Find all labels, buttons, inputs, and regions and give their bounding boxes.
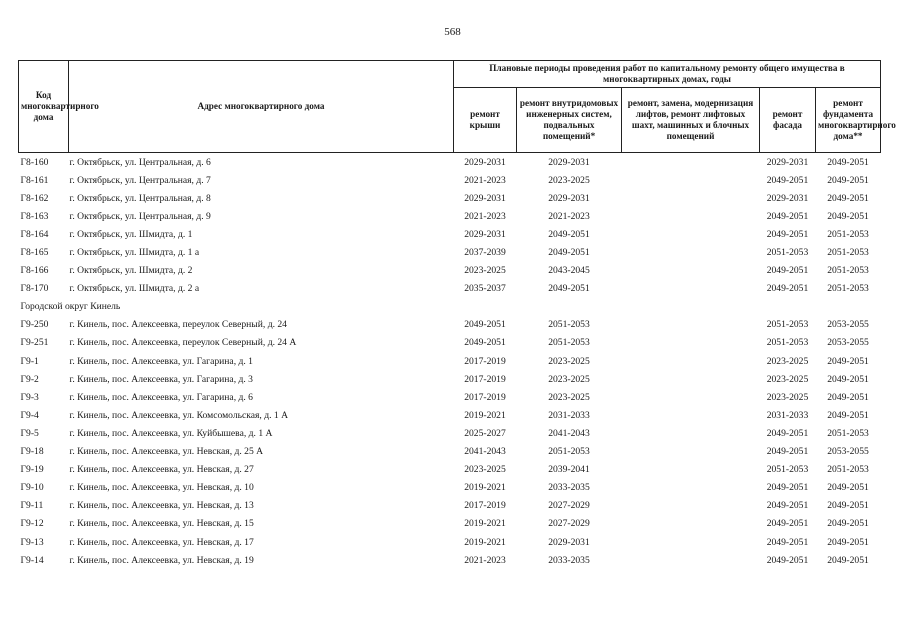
header-facade: ремонт фасада [760,88,816,153]
cell-address: г. Кинель, пос. Алексеевка, ул. Невская, д. 10 [69,482,254,494]
header-code: Код многоквартирного дома [19,61,69,153]
cell-roof: 2049-2051 [464,337,506,349]
table-row [19,388,881,406]
cell-address: г. Кинель, пос. Алексеевка, ул. Гагарина, д. 6 [69,391,253,403]
cell-address: г. Кинель, пос. Алексеевка, ул. Невская, д. 27 [69,464,254,476]
cell-engineering: 2023-2025 [548,174,590,186]
cell-facade: 2049-2051 [766,482,809,494]
cell-facade: 2049-2051 [766,427,809,439]
cell-address: г. Кинель, пос. Алексеевка, ул. Невская, д. 13 [69,500,254,512]
cell-lifts [622,207,760,225]
cell-facade: 2029-2031 [766,192,809,204]
cell-foundation: 2051-2053 [827,427,869,439]
section-label: Городской округ Кинель [20,301,121,313]
table-header [19,61,896,153]
cell-foundation: 2051-2053 [827,464,869,476]
cell-address: г. Кинель, пос. Алексеевка, ул. Невская, д. 25 А [69,446,264,458]
cell-address: г. Октябрьск, ул. Шмидта, д. 2 [69,265,193,277]
cell-lifts [622,461,760,479]
cell-roof: 2021-2023 [464,210,506,222]
cell-foundation: 2049-2051 [827,554,869,566]
cell-code: Г8-166 [20,265,49,277]
cell-engineering: 2049-2051 [548,283,590,295]
cell-engineering: 2027-2029 [548,500,590,512]
cell-facade: 2051-2053 [766,464,809,476]
cell-lifts [622,406,760,424]
cell-facade: 2051-2053 [766,247,809,259]
cell-code: Г9-1 [20,355,39,367]
cell-engineering: 2041-2043 [548,427,590,439]
cell-facade: 2029-2031 [766,156,809,168]
cell-lifts [622,533,760,551]
table-row [19,153,881,172]
cell-roof: 2021-2023 [464,554,506,566]
cell-address: г. Кинель, пос. Алексеевка, переулок Северный, д. 24 [69,319,287,331]
cell-code: Г9-251 [20,337,49,349]
cell-engineering: 2027-2029 [548,518,590,530]
header-lifts: ремонт, замена, модернизация лифтов, ремонт лифтовых шахт, машинных и блочных помещений [622,88,760,153]
cell-code: Г9-4 [20,409,39,421]
cell-engineering: 2023-2025 [548,355,590,367]
cell-lifts [622,189,760,207]
table-row [19,461,881,479]
cell-facade: 2049-2051 [766,265,809,277]
cell-lifts [622,171,760,189]
table-row [19,316,881,334]
cell-foundation: 2049-2051 [827,355,869,367]
cell-lifts [622,551,760,569]
table-row [19,533,881,551]
table-row [19,443,881,461]
cell-code: Г8-161 [20,174,49,186]
cell-roof: 2017-2019 [464,373,506,385]
cell-lifts [622,153,760,172]
section-row [19,298,881,316]
cell-engineering: 2029-2031 [548,536,590,548]
table-body [19,153,881,570]
cell-code: Г9-11 [20,500,44,512]
cell-code: Г9-3 [20,391,39,403]
cell-roof: 2029-2031 [464,192,506,204]
cell-facade: 2049-2051 [766,283,809,295]
table-row [19,171,881,189]
cell-engineering: 2049-2051 [548,247,590,259]
cell-facade: 2051-2053 [766,337,809,349]
cell-roof: 2021-2023 [464,174,506,186]
table-row [19,262,881,280]
cell-engineering: 2039-2041 [548,464,590,476]
cell-facade: 2049-2051 [766,174,809,186]
cell-engineering: 2031-2033 [548,409,590,421]
cell-engineering: 2029-2031 [548,156,590,168]
cell-lifts [622,497,760,515]
cell-roof: 2023-2025 [464,265,506,277]
cell-foundation: 2049-2051 [827,500,869,512]
cell-engineering: 2023-2025 [548,373,590,385]
cell-roof: 2017-2019 [464,391,506,403]
cell-address: г. Кинель, пос. Алексеевка, ул. Невская, д. 15 [69,518,254,530]
cell-address: г. Кинель, пос. Алексеевка, ул. Гагарина, д. 3 [69,373,253,385]
cell-engineering: 2051-2053 [548,337,590,349]
table-row [19,352,881,370]
cell-roof: 2029-2031 [464,156,506,168]
cell-roof: 2035-2037 [464,283,506,295]
table-row [19,497,881,515]
cell-address: г. Октябрьск, ул. Центральная, д. 9 [69,210,211,222]
page-number: 568 [444,26,461,38]
cell-code: Г9-250 [20,319,49,331]
cell-foundation: 2053-2055 [827,319,869,331]
cell-code: Г8-162 [20,192,49,204]
cell-facade: 2049-2051 [766,500,809,512]
cell-lifts [622,424,760,442]
cell-foundation: 2049-2051 [827,391,869,403]
capital-repair-schedule-table [18,60,896,569]
cell-facade: 2031-2033 [766,409,809,421]
header-foundation: ремонт фундамента многоквартирного дома** [816,88,881,153]
cell-address: г. Кинель, пос. Алексеевка, ул. Гагарина, д. 1 [69,355,253,367]
cell-facade: 2023-2025 [766,355,809,367]
cell-address: г. Октябрьск, ул. Шмидта, д. 2 а [69,283,200,295]
cell-facade: 2049-2051 [766,518,809,530]
cell-facade: 2023-2025 [766,391,809,403]
cell-engineering: 2033-2035 [548,554,590,566]
cell-engineering: 2033-2035 [548,482,590,494]
table-row [19,280,881,298]
cell-address: г. Октябрьск, ул. Центральная, д. 7 [69,174,211,186]
cell-lifts [622,243,760,261]
cell-engineering: 2051-2053 [548,319,590,331]
cell-foundation: 2049-2051 [827,373,869,385]
table-row [19,424,881,442]
cell-engineering: 2029-2031 [548,192,590,204]
cell-lifts [622,225,760,243]
cell-roof: 2029-2031 [464,228,506,240]
cell-foundation: 2051-2053 [827,228,869,240]
cell-address: г. Кинель, пос. Алексеевка, ул. Куйбышева, д. 1 А [69,427,273,439]
cell-address: г. Кинель, пос. Алексеевка, переулок Северный, д. 24 А [69,337,297,349]
cell-foundation: 2049-2051 [827,409,869,421]
cell-lifts [622,388,760,406]
cell-code: Г9-2 [20,373,39,385]
cell-address: г. Кинель, пос. Алексеевка, ул. Комсомольская, д. 1 А [69,409,289,421]
table-row [19,334,881,352]
cell-roof: 2017-2019 [464,355,506,367]
table-row [19,370,881,388]
cell-lifts [622,443,760,461]
cell-lifts [622,479,760,497]
cell-roof: 2017-2019 [464,500,506,512]
cell-code: Г9-12 [20,518,44,530]
cell-facade: 2049-2051 [766,536,809,548]
cell-facade: 2049-2051 [766,228,809,240]
cell-lifts [622,370,760,388]
cell-code: Г8-160 [20,156,49,168]
cell-lifts [622,316,760,334]
table-row [19,189,881,207]
header-roof: ремонт крыши [454,88,517,153]
cell-address: г. Октябрьск, ул. Шмидта, д. 1 [69,228,193,240]
cell-facade: 2051-2053 [766,319,809,331]
cell-foundation: 2049-2051 [827,482,869,494]
cell-engineering: 2043-2045 [548,265,590,277]
cell-code: Г9-10 [20,482,44,494]
table-row [19,515,881,533]
table-row [19,406,881,424]
cell-foundation: 2049-2051 [827,518,869,530]
cell-code: Г9-19 [20,464,44,476]
cell-code: Г8-170 [20,283,49,295]
cell-lifts [622,262,760,280]
cell-facade: 2049-2051 [766,554,809,566]
cell-roof: 2023-2025 [464,464,506,476]
cell-roof: 2037-2039 [464,247,506,259]
cell-facade: 2049-2051 [766,210,809,222]
cell-roof: 2049-2051 [464,319,506,331]
cell-foundation: 2051-2053 [827,283,869,295]
table-row [19,479,881,497]
cell-foundation: 2051-2053 [827,265,869,277]
cell-code: Г8-163 [20,210,49,222]
cell-address: г. Октябрьск, ул. Шмидта, д. 1 а [69,247,200,259]
cell-engineering: 2049-2051 [548,228,590,240]
cell-code: Г9-5 [20,427,39,439]
cell-roof: 2041-2043 [464,446,506,458]
cell-code: Г9-18 [20,446,44,458]
cell-engineering: 2023-2025 [548,391,590,403]
cell-roof: 2019-2021 [464,536,506,548]
cell-roof: 2019-2021 [464,482,506,494]
cell-lifts [622,334,760,352]
cell-foundation: 2049-2051 [827,192,869,204]
cell-foundation: 2053-2055 [827,337,869,349]
header-periods-group: Плановые периоды проведения работ по капитальному ремонту общего имущества в многоквартирных домах, годы [454,61,881,88]
cell-foundation: 2049-2051 [827,174,869,186]
header-engineering: ремонт внутридомовых инженерных систем, подвальных помещений* [517,88,622,153]
cell-roof: 2019-2021 [464,518,506,530]
cell-foundation: 2049-2051 [827,156,869,168]
cell-foundation: 2049-2051 [827,210,869,222]
cell-address: г. Октябрьск, ул. Центральная, д. 8 [69,192,211,204]
cell-foundation: 2053-2055 [827,446,869,458]
table-row [19,207,881,225]
cell-address: г. Октябрьск, ул. Центральная, д. 6 [69,156,211,168]
table-row [19,225,881,243]
cell-facade: 2023-2025 [766,373,809,385]
cell-lifts [622,280,760,298]
table-row [19,551,881,569]
cell-code: Г8-164 [20,228,49,240]
cell-lifts [622,515,760,533]
cell-engineering: 2051-2053 [548,446,590,458]
cell-facade: 2049-2051 [766,446,809,458]
cell-code: Г8-165 [20,247,49,259]
cell-code: Г9-14 [20,554,44,566]
cell-code: Г9-13 [20,536,44,548]
cell-lifts [622,352,760,370]
header-address: Адрес многоквартирного дома [69,61,454,153]
cell-engineering: 2021-2023 [548,210,590,222]
cell-foundation: 2049-2051 [827,536,869,548]
cell-roof: 2025-2027 [464,427,506,439]
cell-address: г. Кинель, пос. Алексеевка, ул. Невская, д. 19 [69,554,254,566]
cell-roof: 2019-2021 [464,409,506,421]
table-row [19,243,881,261]
cell-address: г. Кинель, пос. Алексеевка, ул. Невская, д. 17 [69,536,254,548]
cell-foundation: 2051-2053 [827,247,869,259]
